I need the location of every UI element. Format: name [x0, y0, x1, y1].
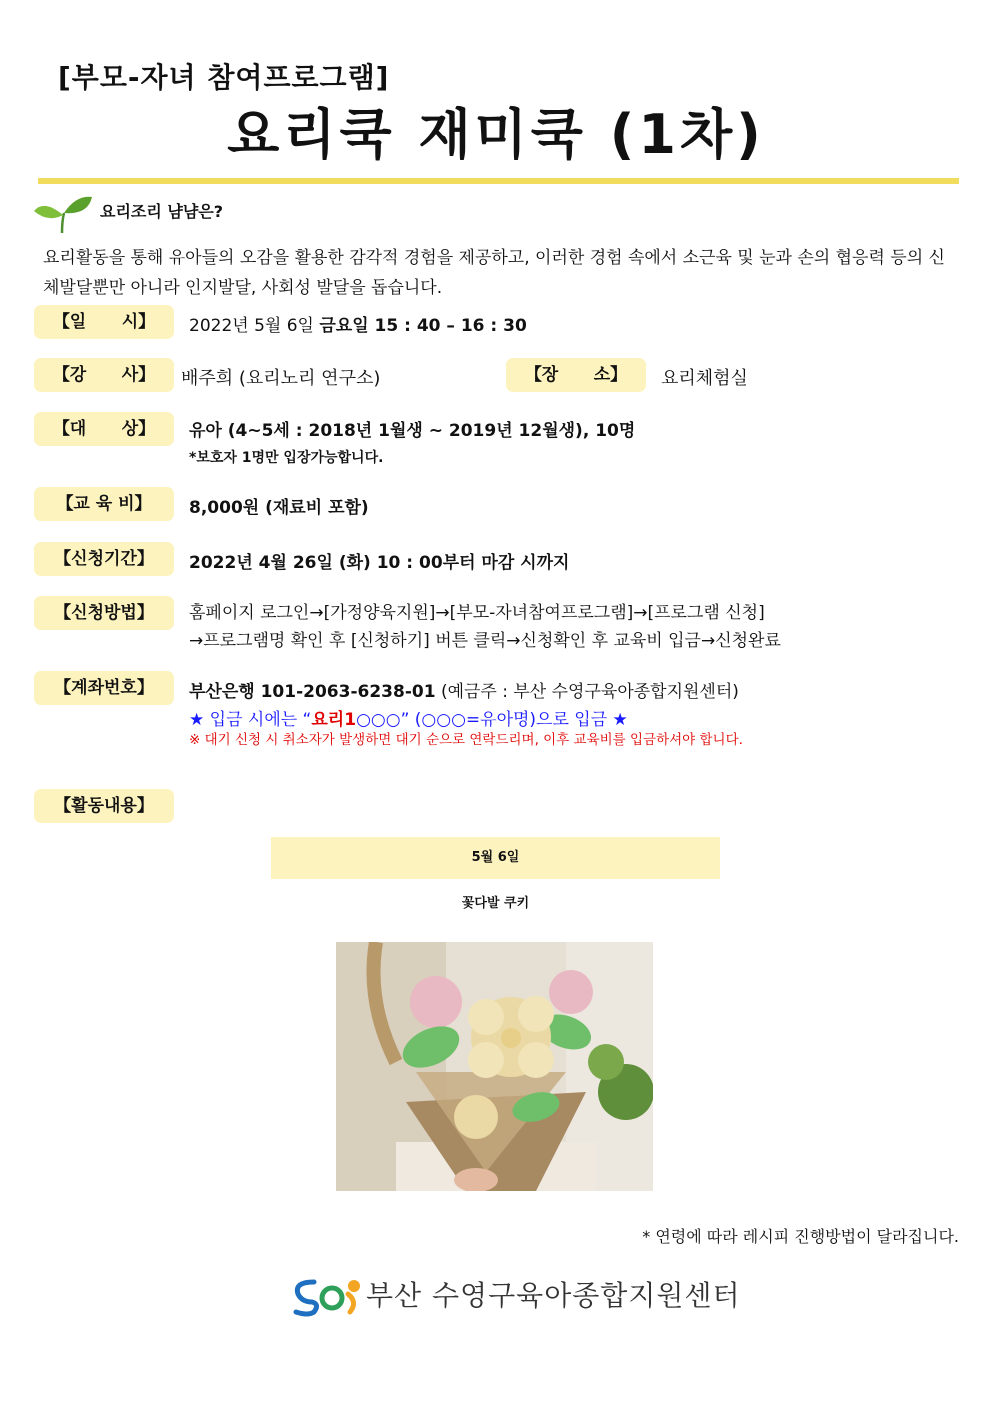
- method-label: 【신청방법】: [34, 596, 174, 630]
- center-name: 부산 수영구육아종합지원센터: [366, 1279, 741, 1312]
- period-value: 2022년 4월 26일 (화) 10 : 00부터 마감 시까지: [189, 553, 570, 573]
- intro-text: 요리활동을 통해 유아들의 오감을 활용한 감각적 경험을 제공하고, 이러한 경험 속에서 소근육 및 눈과 손의 협응력 등의 신체발달뿐만 아니라 인지발달, 사회성 발달을 돕습니다.: [43, 248, 945, 298]
- fee-label: 【교 육 비】: [34, 487, 174, 521]
- activity-label: 【활동내용】: [34, 789, 174, 823]
- place-label: 【장 소】: [506, 358, 646, 392]
- deposit-instruction: [189, 705, 628, 730]
- account-bank: 부산은행 101-2063-6238-01: [189, 682, 436, 702]
- account-holder: (예금주 : 부산 수영구육아종합지원센터): [435, 682, 739, 702]
- cookie-bouquet-photo: [336, 942, 653, 1191]
- period-label: 【신청기간】: [34, 542, 174, 576]
- date-value: [189, 311, 527, 336]
- intro-heading: 요리조리 냠냠은?: [100, 202, 224, 221]
- place-value: 요리체험실: [661, 368, 748, 389]
- page-title: 요리쿡 재미쿡 (1차): [227, 103, 765, 166]
- deposit-part-c: ○○○” (○○○=유아명)으로 입금 ★: [356, 710, 628, 730]
- title-divider: [38, 178, 959, 184]
- instructor-value: 배주희 (요리노리 연구소): [181, 368, 381, 389]
- method-line2: →프로그램명 확인 후 [신청하기] 버튼 클릭→신청확인 후 교육비 입금→신청완료: [189, 631, 781, 651]
- date-time: 금요일 15 : 40 – 16 : 30: [319, 316, 527, 336]
- recipe-footnote: * 연령에 따라 레시피 진행방법이 달라집니다.: [642, 1227, 959, 1246]
- instructor-label: 【강 사】: [34, 358, 174, 392]
- waitlist-notice: ※ 대기 신청 시 취소자가 발생하면 대기 순으로 연락드리며, 이후 교육비를 입금하셔야 합니다.: [189, 732, 743, 748]
- target-note: *보호자 1명만 입장가능합니다.: [189, 450, 384, 466]
- target-value: 유아 (4~5세 : 2018년 1월생 ~ 2019년 12월생), 10명: [189, 421, 636, 441]
- method-line1: 홈페이지 로그인→[가정양육지원]→[부모-자녀참여프로그램]→[프로그램 신청]: [189, 603, 765, 623]
- deposit-part-a: ★ 입금 시에는 “: [189, 710, 312, 730]
- target-label: 【대 상】: [34, 412, 174, 446]
- deposit-code: 요리1: [311, 710, 357, 730]
- activity-menu: 꽃다발 쿠키: [461, 896, 530, 911]
- fee-value: 8,000원 (재료비 포함): [189, 498, 369, 518]
- sprout-icon: [32, 193, 94, 235]
- date-day: 2022년 5월 6일: [189, 316, 320, 336]
- activity-date: 5월 6일: [271, 837, 720, 879]
- account-label: 【계좌번호】: [34, 671, 174, 705]
- program-subtitle: [부모-자녀 참여프로그램]: [58, 61, 390, 94]
- date-label: 【일 시】: [34, 305, 174, 339]
- account-value: [189, 677, 739, 702]
